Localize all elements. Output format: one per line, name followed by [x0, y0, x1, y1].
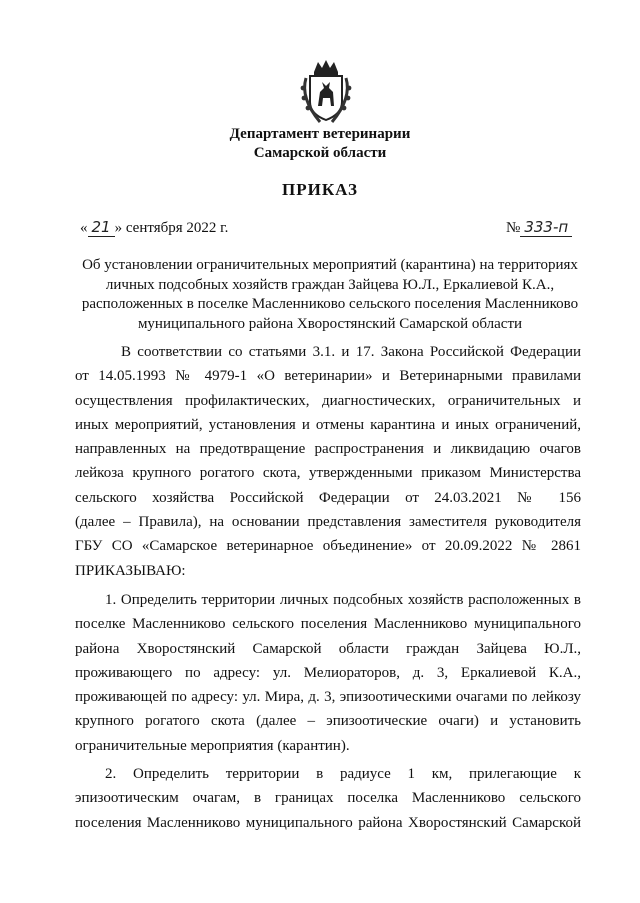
handwritten-number: 333-п [520, 218, 572, 237]
text-line: иных мероприятий, установления и отмены карантина и иных ограничений, [75, 416, 581, 433]
subject-line: личных подсобных хозяйств граждан Зайцева Ю.Л., Еркалиевой К.А., [105, 276, 555, 293]
orders-keyword: ПРИКАЗЫВАЮ: [75, 562, 186, 579]
text-line: осуществления профилактических, диагностических, ограничительных и [75, 392, 581, 409]
text-line: проживающего по адресу: ул. Мелиораторов, д. 3, Еркалиевой К.А., [75, 664, 581, 681]
clause-2-paragraph [75, 762, 581, 835]
text-line: (далее – Правила), на основании представления заместителя руководителя [75, 514, 581, 531]
text-line: эпизоотическим очагам, в границах поселка Масленниково сельского [75, 790, 581, 807]
date-suffix: » сентября 2022 г. [114, 220, 229, 236]
department-region: Самарской области [253, 145, 387, 161]
samara-region-coat-of-arms-icon [296, 58, 356, 124]
text-line: крупного рогатого скота (далее – эпизоотические очаги) и установить [75, 713, 581, 730]
text-line: поселения Масленниково муниципального района Хворостянский Самарской [75, 814, 581, 831]
text-line: 1. Определить территории личных подсобных хозяйств расположенных в [105, 592, 581, 608]
text-line: 2. Определить территории в радиусе 1 км, прилегающие к [105, 766, 581, 782]
text-line: от 14.05.1993 № 4979-1 «О ветеринарии» и Ветеринарными правилами [75, 368, 581, 385]
department-name: Департамент ветеринарии [229, 126, 411, 142]
text-line: сельского хозяйства Российской Федерации от 24.03.2021 № 156 [75, 489, 581, 506]
text-line: лейкоза крупного рогатого скота, утвержденными приказом Министерства [75, 465, 581, 482]
clause-1-paragraph [75, 588, 581, 758]
text-line: района Хворостянский Самарской области граждан Зайцева Ю.Л., [75, 640, 581, 657]
text-line: ГБУ СО «Самарское ветеринарное объединение» от 20.09.2022 № 2861 [75, 538, 581, 555]
number-sign: № [506, 220, 521, 236]
date-prefix: « [80, 220, 88, 236]
handwritten-day: 21 [88, 218, 115, 237]
subject-line: Об установлении ограничительных мероприятий (карантина) на территориях [82, 257, 578, 273]
order-date [80, 218, 228, 237]
text-line: проживающей по адресу: ул. Мира, д. 3, эпизоотическими очагами по лейкозу [75, 689, 581, 706]
text-line: ограничительные мероприятия (карантин). [75, 737, 350, 754]
text-line: поселке Масленниково сельского поселения Масленниково муниципального [75, 616, 581, 633]
order-subject [70, 256, 590, 334]
order-number [506, 218, 572, 237]
subject-line: расположенных в поселке Масленниково сельского поселения Масленниково [81, 296, 579, 312]
document-title: ПРИКАЗ [282, 180, 358, 199]
preamble-paragraph [75, 340, 581, 583]
text-line: В соответствии со статьями 3.1. и 17. Закона Российской Федерации [121, 344, 581, 360]
text-line: направленных на предотвращение распространения и ликвидацию очагов [75, 441, 581, 458]
subject-line: муниципального района Хворостянский Самарской области [137, 315, 523, 332]
